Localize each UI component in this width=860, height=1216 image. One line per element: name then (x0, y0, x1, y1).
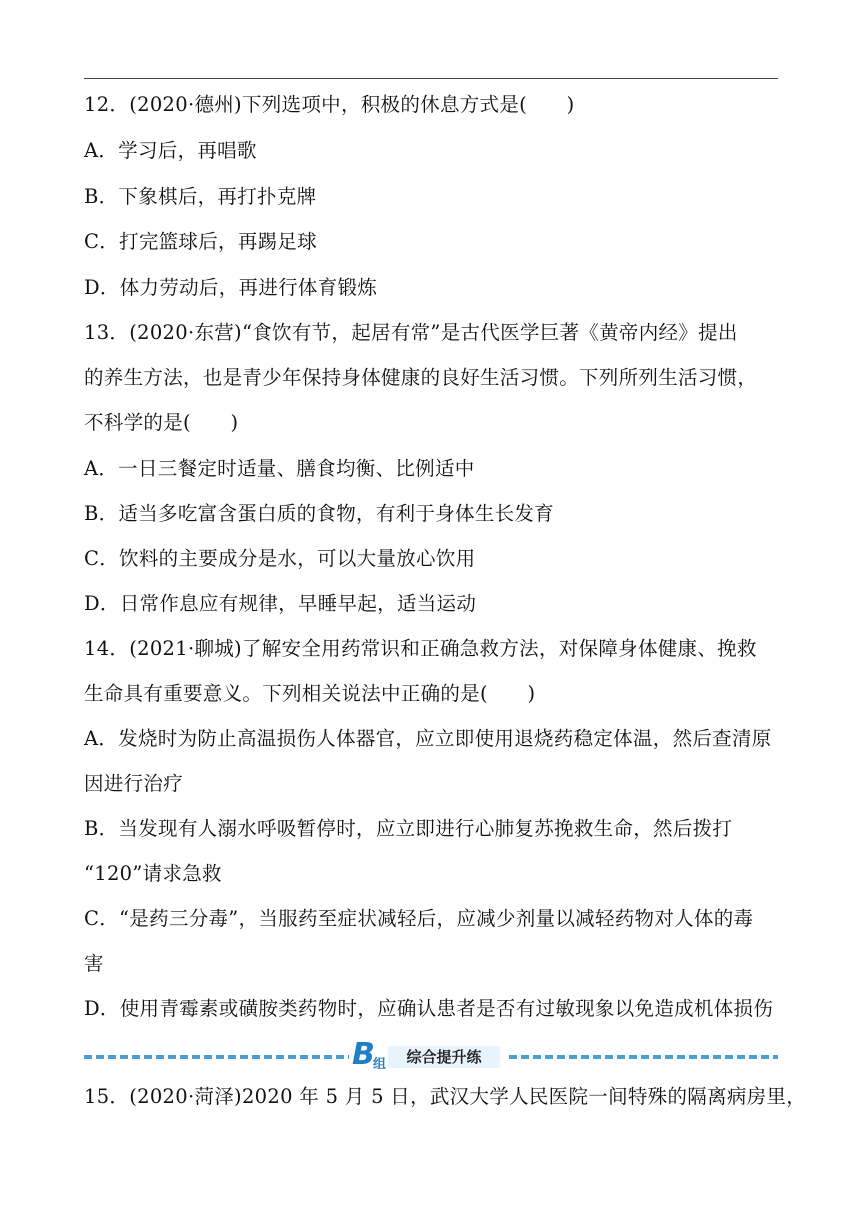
q13-stem-line-3: 不科学的是( ) (84, 411, 239, 434)
section-badge (352, 1037, 504, 1072)
banner-dashed-rule-left (84, 1055, 349, 1059)
q14-option-b-line-1: B．当发现有人溺水呼吸暂停时，应立即进行心肺复苏挽救生命，然后拨打 (84, 817, 733, 840)
q14-stem-line-1: 14．(2021·聊城)了解安全用药常识和正确急救方法，对保障身体健康、挽救 (84, 637, 757, 660)
q13-option-c: C．饮料的主要成分是水，可以大量放心饮用 (84, 547, 476, 570)
q14-option-d: D．使用青霉素或磺胺类药物时，应确认患者是否有过敏现象以免造成机体损伤 (84, 997, 774, 1020)
top-rule (84, 78, 778, 79)
q13-option-b: B．适当多吃富含蛋白质的食物，有利于身体生长发育 (84, 502, 555, 525)
q12-option-c: C．打完篮球后，再踢足球 (84, 230, 318, 253)
q13-option-a: A．一日三餐定时适量、膳食均衡、比例适中 (84, 457, 475, 480)
q13-option-d: D．日常作息应有规律，早睡早起，适当运动 (84, 592, 477, 615)
q14-option-c-line-1: C．“是药三分毒”，当服药至症状减轻后，应减少剂量以减轻药物对人体的毒 (84, 907, 754, 930)
q14-option-b-line-2: “120”请求急救 (84, 862, 222, 885)
q14-option-a-line-2: 因进行治疗 (84, 772, 184, 795)
q12-stem: 12．(2020·德州)下列选项中，积极的休息方式是( ) (84, 93, 575, 116)
section-letter: B (352, 1037, 375, 1072)
q12-option-d: D．体力劳动后，再进行体育锻炼 (84, 276, 378, 299)
q14-option-c-line-2: 害 (84, 952, 104, 975)
q13-stem-line-2: 的养生方法，也是青少年保持身体健康的良好生活习惯。下列所列生活习惯， (84, 366, 758, 389)
q14-stem-line-2: 生命具有重要意义。下列相关说法中正确的是( ) (84, 682, 536, 705)
banner-dashed-rule-right (509, 1055, 778, 1059)
section-title: 综合提升练 (388, 1046, 500, 1068)
section-group-char: 组 (373, 1057, 387, 1072)
section-banner (84, 1036, 778, 1076)
q12-option-b: B．下象棋后，再打扑克牌 (84, 185, 317, 208)
q12-option-a: A．学习后，再唱歌 (84, 139, 257, 162)
q15-stem: 15．(2020·菏泽)2020 年 5 月 5 日，武汉大学人民医院一间特殊的隔离病房里， (84, 1085, 807, 1108)
q14-option-a-line-1: A．发烧时为防止高温损伤人体器官，应立即使用退烧药稳定体温，然后查清原 (84, 727, 772, 750)
q13-stem-line-1: 13．(2020·东营)“食饮有节，起居有常”是古代医学巨著《黄帝内经》提出 (84, 321, 738, 344)
